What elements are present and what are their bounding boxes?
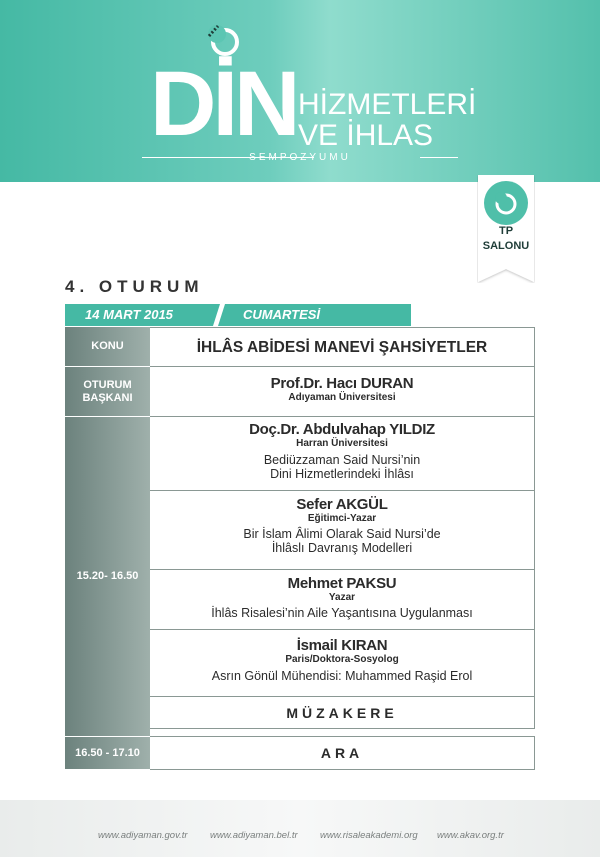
speaker-block — [150, 629, 535, 697]
break-cell — [150, 736, 535, 770]
session-day: CUMARTESİ — [243, 307, 321, 322]
speaker-talk-title-line1: Bir İslam Âlimi Olarak Said Nursi’de — [243, 527, 441, 541]
speaker-talk-title-line1: İhlâs Risalesi’nin Aile Yaşantısına Uygulanması — [211, 606, 473, 620]
label-time-1 — [65, 417, 150, 737]
topic-cell — [150, 327, 535, 367]
topic-value: İHLÂS ABİDESİ MANEVİ ŞAHSİYETLER — [196, 339, 488, 356]
footer-link-valilik[interactable]: www.adiyaman.gov.tr — [98, 830, 188, 841]
speaker-block — [150, 416, 535, 491]
logo-line-ve-ihlas: VE İHLAS — [298, 119, 434, 152]
chair-name: Prof.Dr. Hacı DURAN — [270, 375, 414, 392]
speaker-affiliation: Harran Üniversitesi — [296, 438, 388, 449]
speaker-name: Doç.Dr. Abdulvahap YILDIZ — [249, 421, 435, 438]
speaker-affiliation: Yazar — [328, 592, 356, 603]
speaker-block — [150, 490, 535, 570]
logo-subtitle: SEMPOZYUMU — [249, 152, 351, 163]
label-time-2 — [65, 737, 150, 770]
label-konu-text: KONU — [91, 340, 124, 353]
discussion-cell — [150, 696, 535, 729]
footer-link-belediye[interactable]: www.adiyaman.bel.tr — [210, 830, 298, 841]
label-chair-line2: BAŞKANI — [82, 391, 133, 404]
ribbon-label-tp: TP — [498, 225, 514, 237]
footer-bar — [0, 800, 600, 857]
footer-link-risaleakademi[interactable]: www.risaleakademi.org — [320, 830, 418, 841]
session-title: 4. OTURUM — [65, 277, 204, 296]
speaker-talk-title-line1: Bediüzzaman Said Nursi’nin — [263, 453, 421, 467]
footer-link-akav[interactable]: www.akav.org.tr — [437, 830, 504, 841]
label-konu — [65, 327, 150, 367]
speaker-affiliation: Eğitimci-Yazar — [307, 513, 377, 524]
speaker-affiliation: Paris/Doktora-Sosyolog — [285, 654, 399, 665]
chair-cell — [150, 366, 535, 417]
speaker-name: Sefer AKGÜL — [296, 496, 388, 513]
label-oturum-baskani — [65, 367, 150, 417]
break-label: ARA — [320, 745, 364, 761]
header-banner — [0, 0, 600, 182]
logo-din: DİN — [150, 53, 297, 155]
speaker-talk-title-line1: Asrın Gönül Mühendisi: Muhammed Raşid Erol — [211, 669, 473, 683]
ribbon-label-salonu: SALONU — [482, 240, 530, 252]
logo-line-hizmetleri: HİZMETLERİ — [298, 88, 477, 121]
discussion-label: MÜZAKERE — [286, 705, 398, 721]
speaker-name: Mehmet PAKSU — [287, 575, 397, 592]
speaker-talk-title-line2: Dini Hizmetlerindeki İhlâsı — [270, 467, 414, 481]
chair-affiliation: Adıyaman Üniversitesi — [288, 392, 396, 403]
time-slot-2: 16.50 - 17.10 — [75, 746, 140, 759]
time-slot-1: 15.20- 16.50 — [76, 570, 139, 583]
speaker-block — [150, 569, 535, 630]
speaker-name: İsmail KIRAN — [296, 637, 388, 654]
label-chair-line1: OTURUM — [83, 378, 132, 391]
session-date: 14 MART 2015 — [85, 307, 173, 322]
speaker-talk-title-line2: İhlâslı Davranış Modelleri — [271, 541, 413, 555]
